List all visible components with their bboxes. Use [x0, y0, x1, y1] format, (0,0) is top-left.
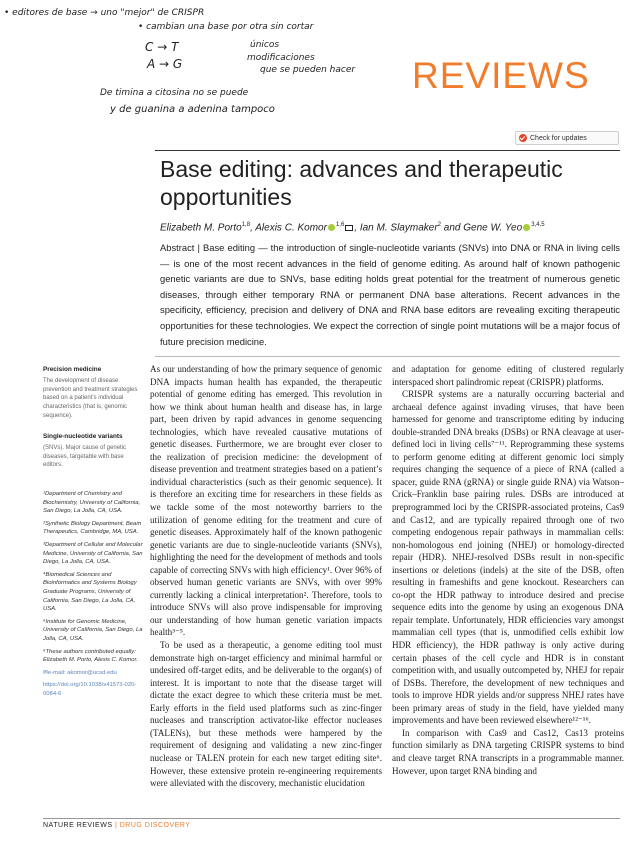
- paragraph: To be used as a therapeutic, a genome editing tool must demonstrate high on-target efficiency and minimal harmful or undesired off-target edits, and be deliverable to the organ(s) of interest. It is important to note that the disease target will dictate the exact degree to which these criteria must be met. Early efforts in the field used platforms such as zinc-finger nucleases and transcription activator-like effector nucleases (TALENs), but these methods were hampered by the requirement of designing and validating a new zinc-finger nuclease or TALEN protein for each new target editing site⁶. However, these extensive protein re-engineering requirements were alleviated with the discovery, mechanistic elucidation: [150, 640, 382, 789]
- handwritten-note-5: únicos: [250, 40, 280, 50]
- paragraph: CRISPR systems are a naturally occurring bacterial and archaeal defence against invading viruses, that have been harnessed for genome and transcriptome editing by inducing double-stranded DNA breaks (DSBs) or RNA cleavage at user-defined loci in living cells⁷⁻¹¹. Reprogramming these systems to perform genome editing at different genomic loci simply requires changing the sequence of a piece of RNA (called a spacer, guide RNA (gRNA) or single guide RNA) via Watson–Crick–Franklin base pairing rules. DSBs are introduced at preprogrammed loci by the CRISPR-associated proteins, Cas9 and Cas12, and are typically repaired through one of two competing endogenous repair pathways in mammalian cells: non-homologous end joining (NHEJ) or homology-directed repair (HDR). NHEJ-resolved DSBs result in non-specific insertions or deletions (indels) at the site of the DSB, often resulting in frameshifts and gene knockout. Researchers can co-opt the HDR pathway to introduce desired and precise sequence edits into the genome by using an exogenous DNA repair template. Unfortunately, HDR efficiencies vary amongst mammalian cell types (that is, unmodified cells exhibit low HDR efficiency), the HDR pathway is only active during certain phases of the cell cycle and HDR is in constant competition with, and usually outcompeted by, NHEJ for repair of DSBs. Therefore, the development of new techniques and tools to improve HDR yields and/or suppress NHEJ rates have been primary areas of study in the field, have yielded many improvements and have been reviewed elsewhere¹²⁻¹⁶.: [392, 389, 624, 726]
- email-link[interactable]: ✉e-mail: akomor@ucsd.edu: [43, 669, 117, 676]
- paragraph: As our understanding of how the primary sequence of genomic DNA impacts human health has expanded, the therapeutic potential of genome editing has emerged. This revolution in how we think about human health and disease has, in large part, been driven by rapid advances in genome sequencing technologies, which have revealed causative mutations of genetic diseases. Furthermore, we are brought ever closer to the realization of precision medicine: the development of disease prevention and treatment strategies based on a patient’s individual characteristics (such as their genomic sequence). It is therefore an exciting time for researchers in these fields as we tackle some of the most noteworthy barriers to the utilization of genome editing for the treatment and cure of genetic diseases. Approximately half of the known pathogenic genetic variants are due to single-nucleotide variants (SNVs), highlighting the need for the development of methods and tools capable of correcting SNVs with high efficiency¹. Over 96% of observed human genetic variants are SNVs, with over 99% currently lacking a clinical interpretation². Therefore, tools to introduce SNVs will also prove indispensable for improving our understanding of how human genetic variation impacts health³⁻⁵.: [150, 364, 382, 638]
- author-sup: 2: [437, 222, 441, 228]
- section-heading: REVIEWS: [412, 55, 590, 96]
- handwritten-note-7: que se pueden hacer: [260, 65, 356, 75]
- handwritten-note-3: C → T: [145, 40, 179, 54]
- author-list: Elizabeth M. Porto$^{1,8}$, Alexis C. Komor $^{1,6}$ , Ian M. Slaymaker$^2$ and Gene W. Yeo $^{3,4,5}$: [160, 222, 545, 234]
- affiliation: ¹Department of Chemistry and Biochemistry, University of California, San Diego, La Jolla, CA, USA.: [43, 491, 141, 515]
- glossary-term-title: Single-nucleotide variants: [43, 433, 123, 440]
- affiliation: ³Department of Cellular and Molecular Medicine, University of California, San Diego, La Jolla, CA, USA.: [43, 541, 143, 566]
- author-sup: 1,8: [241, 222, 251, 228]
- glossary-term: [43, 366, 143, 421]
- journal-name: NATURE REVIEWS: [43, 822, 113, 829]
- check-label: Check for updates: [530, 134, 587, 142]
- orcid-icon[interactable]: [328, 224, 335, 231]
- journal-section: DRUG DISCOVERY: [119, 822, 191, 829]
- paragraph: and adaptation for genome editing of clustered regularly interspaced short palindromic repeat (CRISPR) platforms.: [392, 364, 624, 387]
- affiliation: ²Synthetic Biology Department, Beam Therapeutics, Cambridge, MA, USA.: [43, 520, 142, 536]
- article-title: Base editing: advances and therapeutic opportunities: [160, 156, 563, 210]
- affiliation: ⁶These authors contributed equally: Elizabeth M. Porto, Alexis C. Komor.: [43, 648, 138, 664]
- doi-link[interactable]: https://doi.org/10.1038/s41573-020-0084-6: [43, 682, 137, 697]
- handwritten-note-6: modificaciones: [247, 53, 315, 63]
- body-column-2: [392, 363, 624, 777]
- footer: [43, 822, 190, 829]
- affiliation: ⁵Institute for Genomic Medicine, University of California, San Diego, La Jolla, CA, USA.: [43, 618, 143, 642]
- glossary-term-def: (SNVs). Major cause of genetic diseases, targetable with base editors.: [43, 444, 127, 469]
- footer-separator: |: [112, 822, 120, 829]
- author-name[interactable]: Alexis C. Komor: [255, 222, 327, 234]
- abstract: Abstract | Base editing — the introduction of single-nucleotide variants (SNVs) into DNA or RNA in living cells — is one of the most recent advances in the field of genome editing. As around half of known pathogenic genetic variants are due to SNVs, base editing holds great potential for the treatment of numerous genetic diseases, through either temporary RNA or permanent DNA base alterations. Recent advances in the specificity, efficiency, precision and delivery of DNA and RNA base editors are revealing exciting therapeutic opportunities for these technologies. We expect the correction of single point mutations will be a major focus of future precision medicine.: [160, 242, 620, 347]
- footer-rule: [43, 818, 620, 819]
- body-column-1: [150, 363, 382, 790]
- handwritten-note-1: • editores de base → uno "mejor" de CRISPR: [4, 8, 205, 18]
- check-for-updates-button[interactable]: [515, 131, 619, 145]
- paragraph: In comparison with Cas9 and Cas12, Cas13 proteins function similarly as DNA targeting CRISPR systems to bind and cleave target RNA transcripts in a programmable manner. However, upon target RNA binding and: [392, 727, 624, 776]
- author-name[interactable]: Ian M. Slaymaker: [359, 222, 438, 234]
- title-rule: [155, 150, 620, 151]
- handwritten-note-2: • cambian una base por otra sin cortar: [138, 22, 314, 32]
- handwritten-note-4: A → G: [147, 57, 183, 71]
- glossary-term: [43, 433, 143, 470]
- check-icon: [519, 134, 527, 142]
- author-name[interactable]: Elizabeth M. Porto: [160, 222, 242, 234]
- affiliation: ⁴Biomedical Sciences and Bioinformatics and Systems Biology Graduate Programs, University of California, San Diego, La Jolla, CA, USA.: [43, 571, 137, 613]
- glossary-term-def: The development of disease prevention and treatment strategies based on a patient’s individual characteristics (that is, genomic sequence).: [43, 377, 138, 419]
- glossary-term-title: Precision medicine: [43, 366, 102, 373]
- abstract-rule: [155, 356, 620, 357]
- author-sup: 1,6: [335, 222, 345, 228]
- author-sup: 3,4,5: [531, 222, 545, 228]
- author-name[interactable]: Gene W. Yeo: [463, 222, 523, 234]
- orcid-icon[interactable]: [523, 224, 530, 231]
- mail-icon[interactable]: [345, 225, 353, 231]
- handwritten-note-9: y de guanina a adenina tampoco: [110, 104, 275, 115]
- affiliations: [43, 490, 143, 702]
- handwritten-note-8: De timina a citosina no se puede: [100, 88, 249, 98]
